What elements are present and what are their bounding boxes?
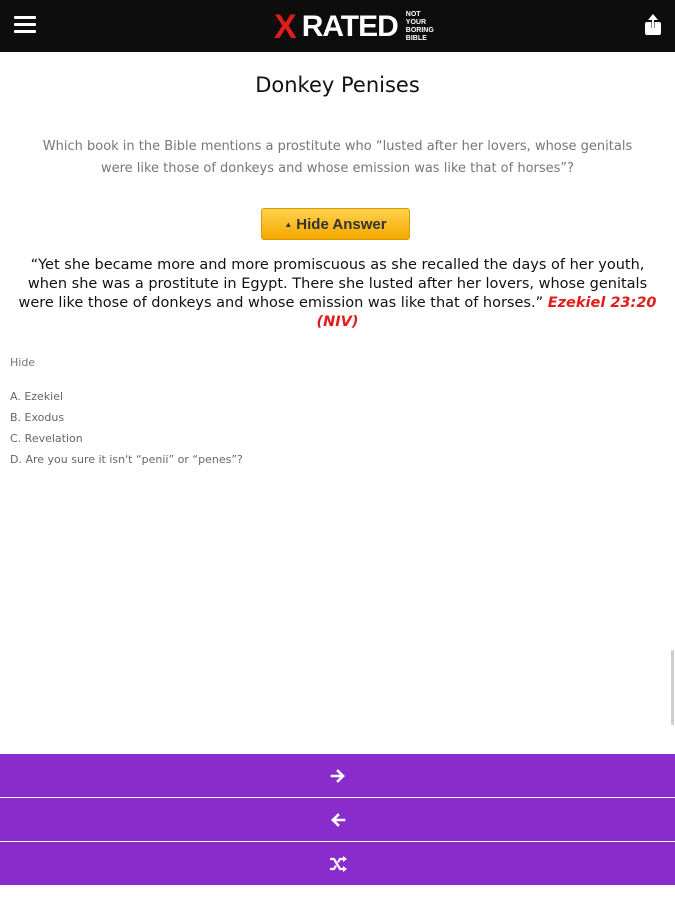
next-button[interactable]	[0, 754, 675, 797]
shuffle-icon	[329, 856, 347, 872]
option-item[interactable]: D. Are you sure it isn't “penii” or “penes”?	[10, 453, 243, 466]
answer-reference: Ezekiel 23:20 (NIV)	[316, 295, 657, 330]
question-text: Which book in the Bible mentions a prostitute who “lusted after her lovers, whose genitals were like those of donkeys and whose emission was like that of horses”?	[42, 139, 633, 176]
menu-icon	[14, 16, 36, 33]
answer-text	[18, 256, 657, 332]
logo-tagline: NOT YOUR BORING BIBLE	[405, 11, 434, 42]
logo-x: X	[274, 7, 296, 46]
shuffle-button[interactable]	[0, 842, 675, 885]
arrow-left-icon	[330, 812, 346, 828]
answer-options	[10, 389, 243, 473]
card-title: Donkey Penises	[255, 73, 420, 97]
scrollbar[interactable]	[671, 650, 674, 725]
share-icon	[643, 14, 663, 36]
hide-answer-label: Hide Answer	[296, 215, 387, 233]
hide-options-link[interactable]: Hide	[10, 356, 36, 369]
logo-rated: RATED	[301, 10, 398, 43]
caret-up-icon: ▲	[284, 219, 293, 229]
previous-button[interactable]	[0, 798, 675, 841]
option-item[interactable]: A. Ezekiel	[10, 390, 64, 403]
option-item[interactable]: C. Revelation	[10, 432, 83, 445]
hide-answer-button[interactable]	[261, 208, 410, 240]
menu-button[interactable]	[14, 16, 36, 36]
share-button[interactable]	[643, 14, 663, 36]
arrow-right-icon	[330, 768, 346, 784]
option-item[interactable]: B. Exodus	[10, 411, 65, 424]
app-logo	[274, 9, 440, 45]
answer-quote: “Yet she became more and more promiscuous as she recalled the days of her youth, when she was a prostitute in Egypt. There she lusted after her lovers, whose genitals were like those of donkeys and whose emission was like that of horses.”	[18, 257, 648, 311]
top-bar	[0, 0, 675, 52]
